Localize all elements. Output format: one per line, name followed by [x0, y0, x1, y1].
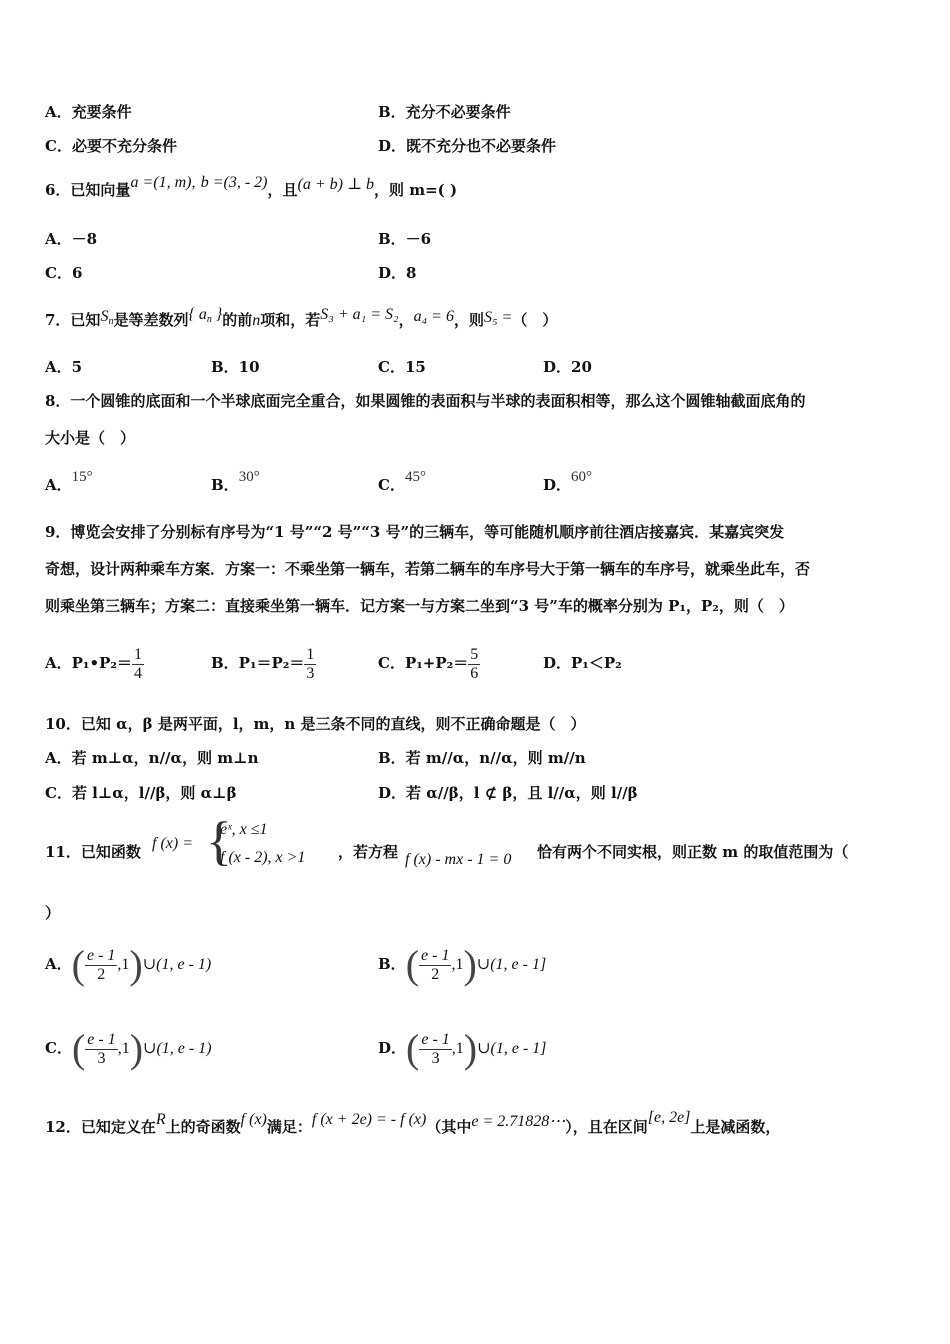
q8-option-b-value: 30° — [238, 469, 260, 485]
q5-option-c: C．必要不充分条件 — [45, 137, 177, 155]
q7-s5: S₅ = — [483, 309, 513, 326]
q7-text-1: 7．已知 — [45, 311, 101, 329]
q11-option-c-numerator: e - 1 — [87, 1030, 116, 1048]
q7-an-sub: n — [206, 314, 212, 325]
q8-stem-line-1: 8．一个圆锥的底面和一个半球底面完全重合，如果圆锥的表面积与半球的表面积相等，那么这个圆锥轴截面底角的 — [45, 392, 806, 410]
q5-option-b: B．充分不必要条件 — [378, 103, 511, 121]
q9-option-b — [211, 643, 316, 683]
q9-option-a-denominator: 4 — [133, 664, 142, 682]
q7-sn — [100, 308, 113, 325]
q11-option-d-union: ∪(1, e - 1] — [477, 1040, 547, 1057]
q11-option-d-rparen: ) — [463, 1026, 478, 1071]
q11-option-d-numerator: e - 1 — [421, 1030, 450, 1048]
q9-option-c-label: C．P₁+P₂＝ — [378, 654, 469, 672]
q6-option-b: B．－6 — [378, 230, 432, 248]
q6-prefix: 6．已知向量 — [45, 181, 131, 199]
q8-option-d-label: D． — [543, 476, 572, 494]
q11-option-b-fraction — [419, 947, 451, 984]
q11-option-a-rparen: ) — [129, 942, 143, 987]
q11-option-a — [45, 940, 211, 989]
q9-option-a-numerator: 1 — [133, 645, 142, 663]
q12-text-2: 上的奇函数 — [165, 1118, 241, 1136]
q9-option-c-denominator: 6 — [470, 664, 479, 682]
q6-vector-a: a =(1, m) — [130, 174, 192, 191]
q7-text-3: 的前 — [222, 311, 253, 329]
q9-stem-line-3: 则乘坐第三辆车；方案二：直接乘坐第一辆车．记方案一与方案二坐到“3 号”车的概率分别为 P₁，P₂，则（ ） — [45, 597, 794, 615]
q12-text-5: ），且在区间 — [565, 1118, 648, 1136]
q8-option-c-label: C． — [378, 476, 405, 494]
q10-option-a: A．若 m⊥α，n//α，则 m⊥n — [45, 749, 259, 767]
q9-option-c-numerator: 5 — [470, 645, 479, 663]
q10-stem: 10．已知 α，β 是两平面，l，m，n 是三条不同的直线，则不正确命题是（ ） — [45, 715, 586, 733]
q6-condition: (a + b) ⊥ b — [297, 176, 374, 193]
q6-option-a: A．－8 — [45, 230, 98, 248]
q9-stem-line-2: 奇想，设计两种乘车方案．方案一：不乘坐第一辆车，若第二辆车的车序号大于第一辆车的车序号，就乘坐此车，否 — [45, 560, 811, 578]
q12-text-6: 上是减函数， — [690, 1118, 781, 1136]
q11-option-b-rest: ,1 — [451, 956, 464, 973]
q11-option-d-fraction — [419, 1031, 451, 1068]
q9-option-a — [45, 643, 144, 683]
q8-stem-line-2: 大小是（ ） — [45, 429, 136, 447]
q11-option-b-denominator: 2 — [431, 965, 440, 983]
q6-vector-b: b =(3, - 2) — [200, 174, 268, 191]
q7-an-close: } — [211, 306, 223, 323]
q11-case-2: f (x - 2), x >1 — [220, 849, 306, 866]
q11-option-b-lparen: ( — [405, 942, 420, 987]
q8-option-a — [45, 469, 93, 496]
q11-option-b-label: B． — [378, 955, 406, 973]
q11-option-d — [378, 1024, 547, 1073]
q7-text-6: ，则 — [453, 311, 484, 329]
q12-stem — [45, 1109, 781, 1138]
q8-option-a-value: 15° — [71, 469, 93, 485]
q9-option-c — [378, 643, 480, 683]
q11-option-a-union: ∪(1, e - 1) — [142, 956, 212, 973]
q11-text-3: 恰有两个不同实根，则正数 m 的取值范围为（ — [537, 843, 849, 861]
q12-text-3: 满足： — [266, 1118, 312, 1136]
q7-text-4: 项和，若 — [260, 311, 321, 329]
q11-option-a-fraction — [85, 947, 117, 984]
q6-mid: ，且 — [267, 181, 298, 199]
q8-option-c — [378, 469, 426, 496]
q7-sn-letter: S — [100, 308, 109, 325]
q7-equation-2: a₄ = 6 — [413, 308, 454, 325]
q6-comma: , — [191, 174, 196, 191]
q7-equation-1: S₃ + a₁ = S₂ — [320, 306, 399, 323]
q11-option-c-denominator: 3 — [97, 1049, 106, 1067]
q11-case-1: eˣ, x ≤1 — [220, 821, 268, 838]
q9-option-b-numerator: 1 — [306, 645, 315, 663]
q11-option-b — [378, 940, 546, 989]
q11-option-c-lparen: ( — [71, 1026, 86, 1071]
q11-option-c — [45, 1024, 212, 1073]
q11-option-a-numerator: e - 1 — [86, 946, 116, 964]
q11-option-a-label: A． — [45, 955, 72, 973]
q7-option-c: C．15 — [378, 358, 426, 376]
q8-option-d-value: 60° — [571, 469, 593, 485]
q7-option-a: A．5 — [45, 358, 83, 376]
q12-text-1: 12．已知定义在 — [45, 1118, 156, 1136]
q9-stem-line-1: 9．博览会安排了分别标有序号为“1 号”“2 号”“3 号”的三辆车，等可能随机顺序前往酒店接嘉宾．某嘉宾突发 — [45, 523, 785, 541]
q7-n: n — [252, 312, 261, 329]
q5-option-d: D．既不充分也不必要条件 — [378, 137, 557, 155]
q11-function-name: f (x) = — [152, 835, 193, 852]
q7-option-d: D．20 — [543, 358, 592, 376]
q9-option-a-label: A．P₁•P₂＝ — [45, 654, 132, 672]
q11-option-b-rparen: ) — [463, 942, 477, 987]
q11-option-d-denominator: 3 — [431, 1049, 440, 1067]
q11-option-b-numerator: e - 1 — [421, 946, 450, 964]
q9-option-b-fraction — [304, 646, 316, 683]
q9-option-c-fraction — [468, 646, 480, 683]
q9-option-a-fraction — [132, 646, 144, 683]
q11-option-c-rparen: ) — [129, 1026, 144, 1071]
q10-option-d: D．若 α//β，l ⊄ β，且 l//α，则 l//β — [378, 784, 638, 802]
q5-option-a: A．充要条件 — [45, 103, 132, 121]
q8-option-c-value: 45° — [404, 469, 426, 485]
q9-option-b-label: B．P₁＝P₂＝ — [211, 654, 305, 672]
q10-option-c: C．若 l⊥α，l//β，则 α⊥β — [45, 784, 237, 802]
q7-an — [188, 306, 222, 323]
q8-option-a-label: A． — [45, 476, 72, 494]
q11-option-a-lparen: ( — [71, 942, 85, 987]
q11-option-c-rest: ,1 — [117, 1040, 130, 1057]
q8-option-d — [543, 469, 593, 496]
q12-e-value: e = 2.71828⋯ — [471, 1113, 566, 1130]
q12-text-4: （其中 — [426, 1118, 472, 1136]
q11-option-b-union: ∪(1, e - 1] — [476, 956, 547, 973]
q12-r: R — [155, 1111, 166, 1128]
q6-stem — [45, 174, 458, 201]
q11-option-c-fraction — [85, 1031, 117, 1068]
q7-text-5: ， — [398, 311, 414, 329]
q7-text-2: 是等差数列 — [113, 311, 189, 329]
q11-brace-symbol: { — [206, 811, 232, 871]
q9-option-b-denominator: 3 — [306, 664, 315, 682]
q7-option-b: B．10 — [211, 358, 260, 376]
q7-sn-sub: n — [108, 316, 114, 327]
q12-fx: f (x) — [240, 1111, 267, 1128]
q7-stem — [45, 306, 558, 336]
q8-option-b — [211, 469, 260, 496]
q6-option-d: D．8 — [378, 264, 417, 282]
q11-option-d-label: D． — [378, 1039, 407, 1057]
q12-interval: [e, 2e] — [647, 1109, 691, 1126]
q11-option-d-rest: ,1 — [451, 1040, 464, 1057]
q11-option-d-lparen: ( — [406, 1026, 420, 1071]
q10-option-b: B．若 m//α，n//α，则 m//n — [378, 749, 586, 767]
q6-option-c: C．6 — [45, 264, 83, 282]
q11-prefix: 11．已知函数 — [45, 843, 141, 861]
q11-option-c-union: ∪(1, e - 1) — [143, 1040, 212, 1057]
q11-option-a-denominator: 2 — [97, 965, 106, 983]
q9-option-d: D．P₁＜P₂ — [543, 654, 622, 672]
q11-option-c-label: C． — [45, 1039, 72, 1057]
q11-text-2: ，若方程 — [338, 843, 399, 861]
q6-tail: ，则 m=( ) — [374, 181, 458, 199]
q11-close-paren: ） — [45, 904, 61, 922]
q8-option-b-label: B． — [211, 476, 239, 494]
q11-equation: f (x) - mx - 1 = 0 — [405, 851, 512, 868]
q7-an-letter: { a — [188, 306, 207, 323]
q11-option-a-rest: ,1 — [117, 956, 130, 973]
q12-equation: f (x + 2e) = - f (x) — [311, 1111, 427, 1128]
q7-text-7: （ ） — [512, 311, 558, 329]
